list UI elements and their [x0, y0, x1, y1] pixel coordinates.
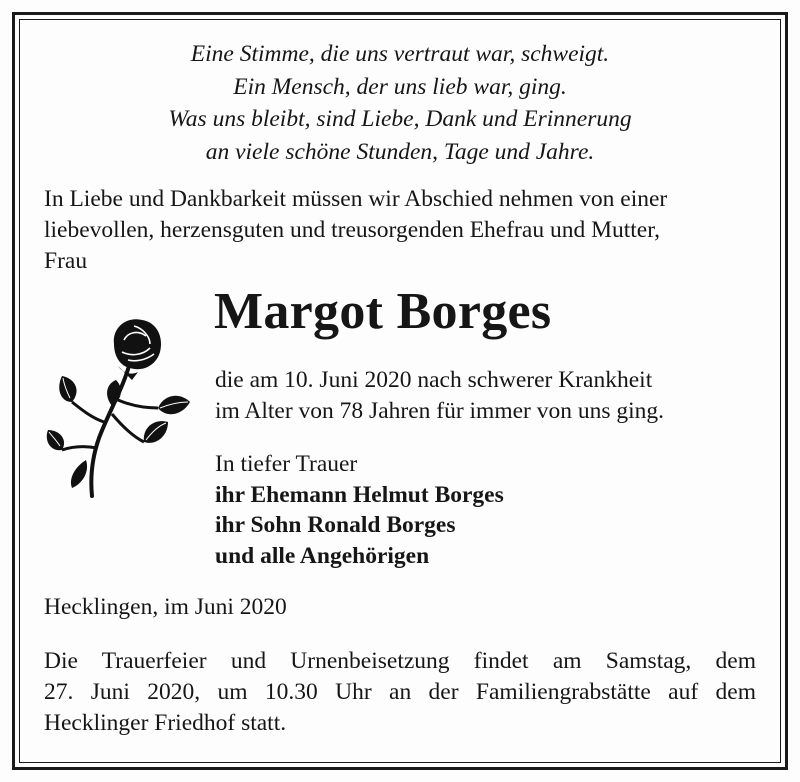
- funeral-details: [44, 646, 756, 739]
- poem-line: an viele schöne Stunden, Tage und Jahre.: [205, 138, 595, 165]
- mourners-block: [215, 449, 504, 571]
- mourner-name: ihr Ehemann Helmut Borges: [215, 481, 504, 508]
- poem-line: Ein Mensch, der uns lieb war, ging.: [233, 73, 567, 100]
- funeral-line: 27. Juni 2020, um 10.30 Uhr an der Familiengrabstätte auf dem: [44, 679, 756, 705]
- deceased-name: Margot Borges: [214, 283, 552, 340]
- intro-text: [44, 184, 756, 277]
- funeral-line: Hecklinger Friedhof statt.: [44, 710, 287, 736]
- intro-line: Frau: [44, 248, 88, 274]
- poem-line: Was uns bleibt, sind Liebe, Dank und Erinnerung: [168, 106, 632, 132]
- death-line: die am 10. Juni 2020 nach schwerer Krankheit: [215, 367, 653, 393]
- memorial-poem: [60, 38, 740, 168]
- rose-icon: [42, 310, 192, 502]
- place-date: Hecklingen, im Juni 2020: [44, 594, 287, 620]
- funeral-line: Die Trauerfeier und Urnenbeisetzung findet am Samstag, dem: [44, 648, 756, 674]
- intro-line: In Liebe und Dankbarkeit müssen wir Abschied nehmen von einer: [44, 186, 668, 212]
- mourner-name: ihr Sohn Ronald Borges: [215, 512, 456, 538]
- intro-line: liebevollen, herzensguten und treusorgenden Ehefrau und Mutter,: [44, 217, 660, 243]
- poem-line: Eine Stimme, die uns vertraut war, schweigt.: [190, 41, 610, 67]
- death-details: [215, 365, 664, 427]
- death-line: im Alter von 78 Jahren für immer von uns ging.: [215, 398, 665, 424]
- mourner-name: und alle Angehörigen: [215, 542, 430, 569]
- mourning-intro: In tiefer Trauer: [215, 451, 358, 477]
